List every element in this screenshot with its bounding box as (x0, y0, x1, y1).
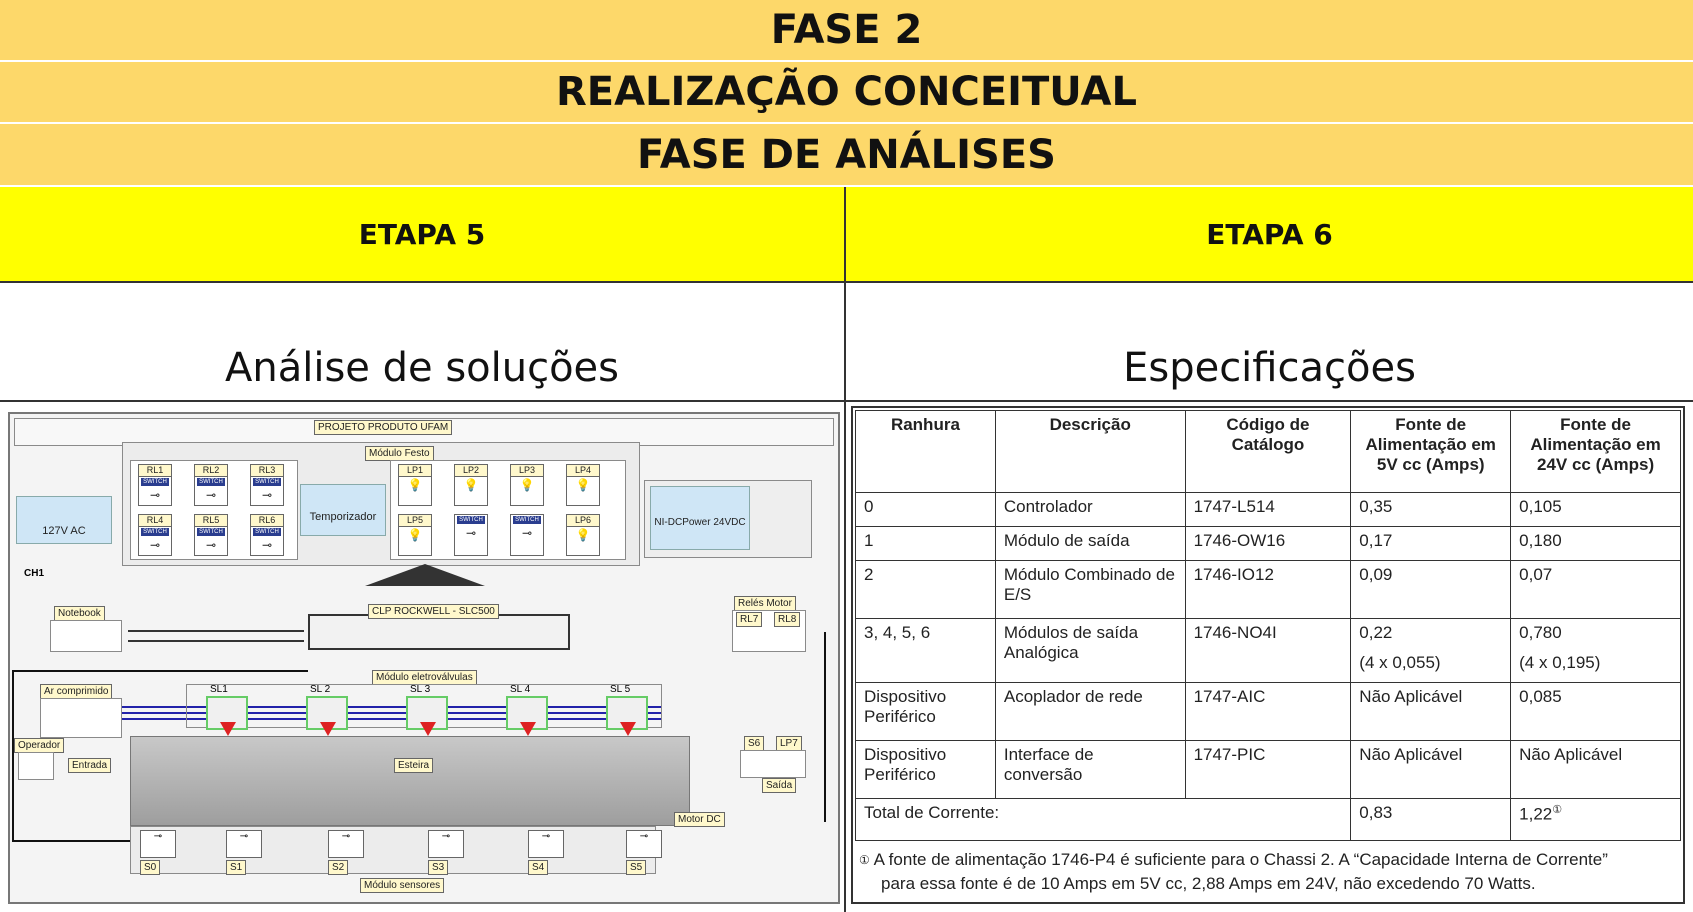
cell-value: 0,22 (1359, 623, 1393, 642)
solenoid-valve (406, 696, 448, 730)
sensor-label: S2 (328, 860, 348, 875)
rl7-label: RL7 (736, 612, 762, 627)
sensor-label: S0 (140, 860, 160, 875)
relay-tile: RL5 SWITCH ⊸ (194, 514, 228, 556)
sensor-label: S3 (428, 860, 448, 875)
footnote-line-1: A fonte de alimentação 1746-P4 é suficiente para o Chassi 2. A “Capacidade Interna de Corrente” (873, 850, 1608, 869)
cell-value: 0,780 (1519, 623, 1562, 642)
footnote-line-2: para essa fonte é de 10 Amps em 5V cc, 2,88 Amps em 24V, não excedendo 70 Watts. (881, 874, 1536, 893)
note-marker: ① (1552, 804, 1563, 816)
table-row: 1 Módulo de saída 1746-OW16 0,17 0,180 (856, 527, 1681, 561)
relay-tile: RL2 SWITCH ⊸ (194, 464, 228, 506)
table-row: 3, 4, 5, 6 Módulos de saída Analógica 1746-NO4I 0,22 (4 x 0,055) 0,780 (4 x 0,195) (856, 619, 1681, 683)
sensor-module-label: Módulo sensores (360, 878, 444, 893)
lamp-tile: LP4 💡 (566, 464, 600, 506)
motor-relays-label: Relés Motor (734, 596, 796, 611)
output-label: Saída (762, 778, 796, 793)
notebook-block (50, 620, 122, 652)
sensor-tile: ⊸ (528, 830, 564, 858)
clp-label: CLP ROCKWELL - SLC500 (368, 604, 499, 619)
solenoid-valve (606, 696, 648, 730)
output-block (740, 750, 806, 778)
solution-diagram (8, 412, 840, 904)
sensor-tile: ⊸ (328, 830, 364, 858)
feedback-wire (12, 670, 308, 672)
footnote (859, 848, 1679, 896)
operator-block (18, 752, 54, 780)
sensor-tile: ⊸ (626, 830, 662, 858)
clp-up-arrow (365, 564, 485, 586)
motor-dc-label: Motor DC (674, 812, 725, 827)
sensor-tile: ⊸ (226, 830, 262, 858)
sensor-tile: ⊸ (428, 830, 464, 858)
rl8-label: RL8 (774, 612, 800, 627)
compressed-air-block (40, 698, 122, 738)
analysis-phase-title: FASE DE ANÁLISES (0, 124, 1693, 187)
section-title-specifications: Especificações (1123, 345, 1416, 391)
ch1-label: CH1 (24, 568, 45, 579)
specifications-table (855, 410, 1681, 841)
dc-power-block: NI-DCPower 24VDC (650, 486, 750, 550)
col-header: Código de Catálogo (1185, 411, 1351, 493)
table-row: Dispositivo Periférico Acoplador de rede 1747-AIC Não Aplicável 0,085 (856, 683, 1681, 741)
lp7-label: LP7 (776, 736, 802, 751)
s6-label: S6 (744, 736, 764, 751)
relay-tile: RL6 SWITCH ⊸ (250, 514, 284, 556)
cell-detail: (4 x 0,055) (1359, 653, 1441, 672)
etapa-5-header: ETAPA 5 (0, 187, 844, 283)
notebook-label: Notebook (54, 606, 105, 621)
phase-title: FASE 2 (0, 0, 1693, 62)
notebook-clp-arrow (128, 630, 304, 642)
lamp-tile: LP5 💡 (398, 514, 432, 556)
col-header: Descrição (995, 411, 1185, 493)
relay-switch-tile: SWITCH ⊸ (454, 514, 488, 556)
specifications-table-frame (851, 406, 1685, 904)
solenoid-valve (506, 696, 548, 730)
ac-source-block: 127V AC (16, 496, 112, 544)
etapa-6-header: ETAPA 6 (846, 187, 1693, 283)
timer-block: Temporizador (300, 484, 386, 536)
lamp-tile: LP2 💡 (454, 464, 488, 506)
cell-detail: (4 x 0,195) (1519, 653, 1601, 672)
col-header: Fonte de Alimentação em 24V cc (Amps) (1511, 411, 1681, 493)
sensor-label: S1 (226, 860, 246, 875)
relay-tile: RL1 SWITCH ⊸ (138, 464, 172, 506)
relay-tile: RL4 SWITCH ⊸ (138, 514, 172, 556)
table-row: 0 Controlador 1747-L514 0,35 0,105 (856, 493, 1681, 527)
solenoid-label: SL1 (210, 684, 228, 695)
lamp-tile: LP1 💡 (398, 464, 432, 506)
total-24v-cell (1511, 799, 1681, 841)
realization-title: REALIZAÇÃO CONCEITUAL (0, 62, 1693, 124)
sensor-label: S5 (626, 860, 646, 875)
section-divider (0, 400, 1693, 402)
table-row: 2 Módulo Combinado de E/S 1746-IO12 0,09 0,07 (856, 561, 1681, 619)
feedback-wire (12, 840, 130, 842)
input-label: Entrada (68, 758, 111, 773)
project-title: PROJETO PRODUTO UFAM (314, 420, 452, 435)
compressed-air-label: Ar comprimido (40, 684, 112, 699)
solenoid-label: SL 5 (610, 684, 631, 695)
valves-module-label: Módulo eletroválvulas (372, 670, 477, 685)
lamp-tile: LP6 💡 (566, 514, 600, 556)
relay-tile: RL3 SWITCH ⊸ (250, 464, 284, 506)
clp-block (308, 614, 570, 650)
sensor-module (130, 826, 656, 874)
total-label: Total de Corrente: (856, 799, 1351, 841)
section-title-solutions: Análise de soluções (224, 345, 620, 391)
total-24v: 1,22 (1519, 804, 1553, 824)
solenoid-valve (206, 696, 248, 730)
table-row: Dispositivo Periférico Interface de conversão 1747-PIC Não Aplicável Não Aplicável (856, 741, 1681, 799)
footnote-marker: ① (859, 853, 870, 867)
lamp-tile: LP3 💡 (510, 464, 544, 506)
sensor-label: S4 (528, 860, 548, 875)
solenoid-label: SL 4 (510, 684, 531, 695)
relay-switch-tile: SWITCH ⊸ (510, 514, 544, 556)
col-header: Ranhura (856, 411, 996, 493)
column-divider (844, 187, 846, 912)
sensor-tile: ⊸ (140, 830, 176, 858)
solenoid-label: SL 2 (310, 684, 331, 695)
conveyor-label: Esteira (394, 758, 433, 773)
solenoid-valve (306, 696, 348, 730)
conveyor-belt (130, 736, 690, 826)
feedback-wire (12, 670, 14, 840)
operator-label: Operador (14, 738, 64, 753)
festo-module-label: Módulo Festo (365, 446, 434, 461)
total-row (856, 799, 1681, 841)
total-5v: 0,83 (1351, 799, 1511, 841)
motor-wire (824, 632, 826, 822)
solenoid-label: SL 3 (410, 684, 431, 695)
col-header: Fonte de Alimentação em 5V cc (Amps) (1351, 411, 1511, 493)
